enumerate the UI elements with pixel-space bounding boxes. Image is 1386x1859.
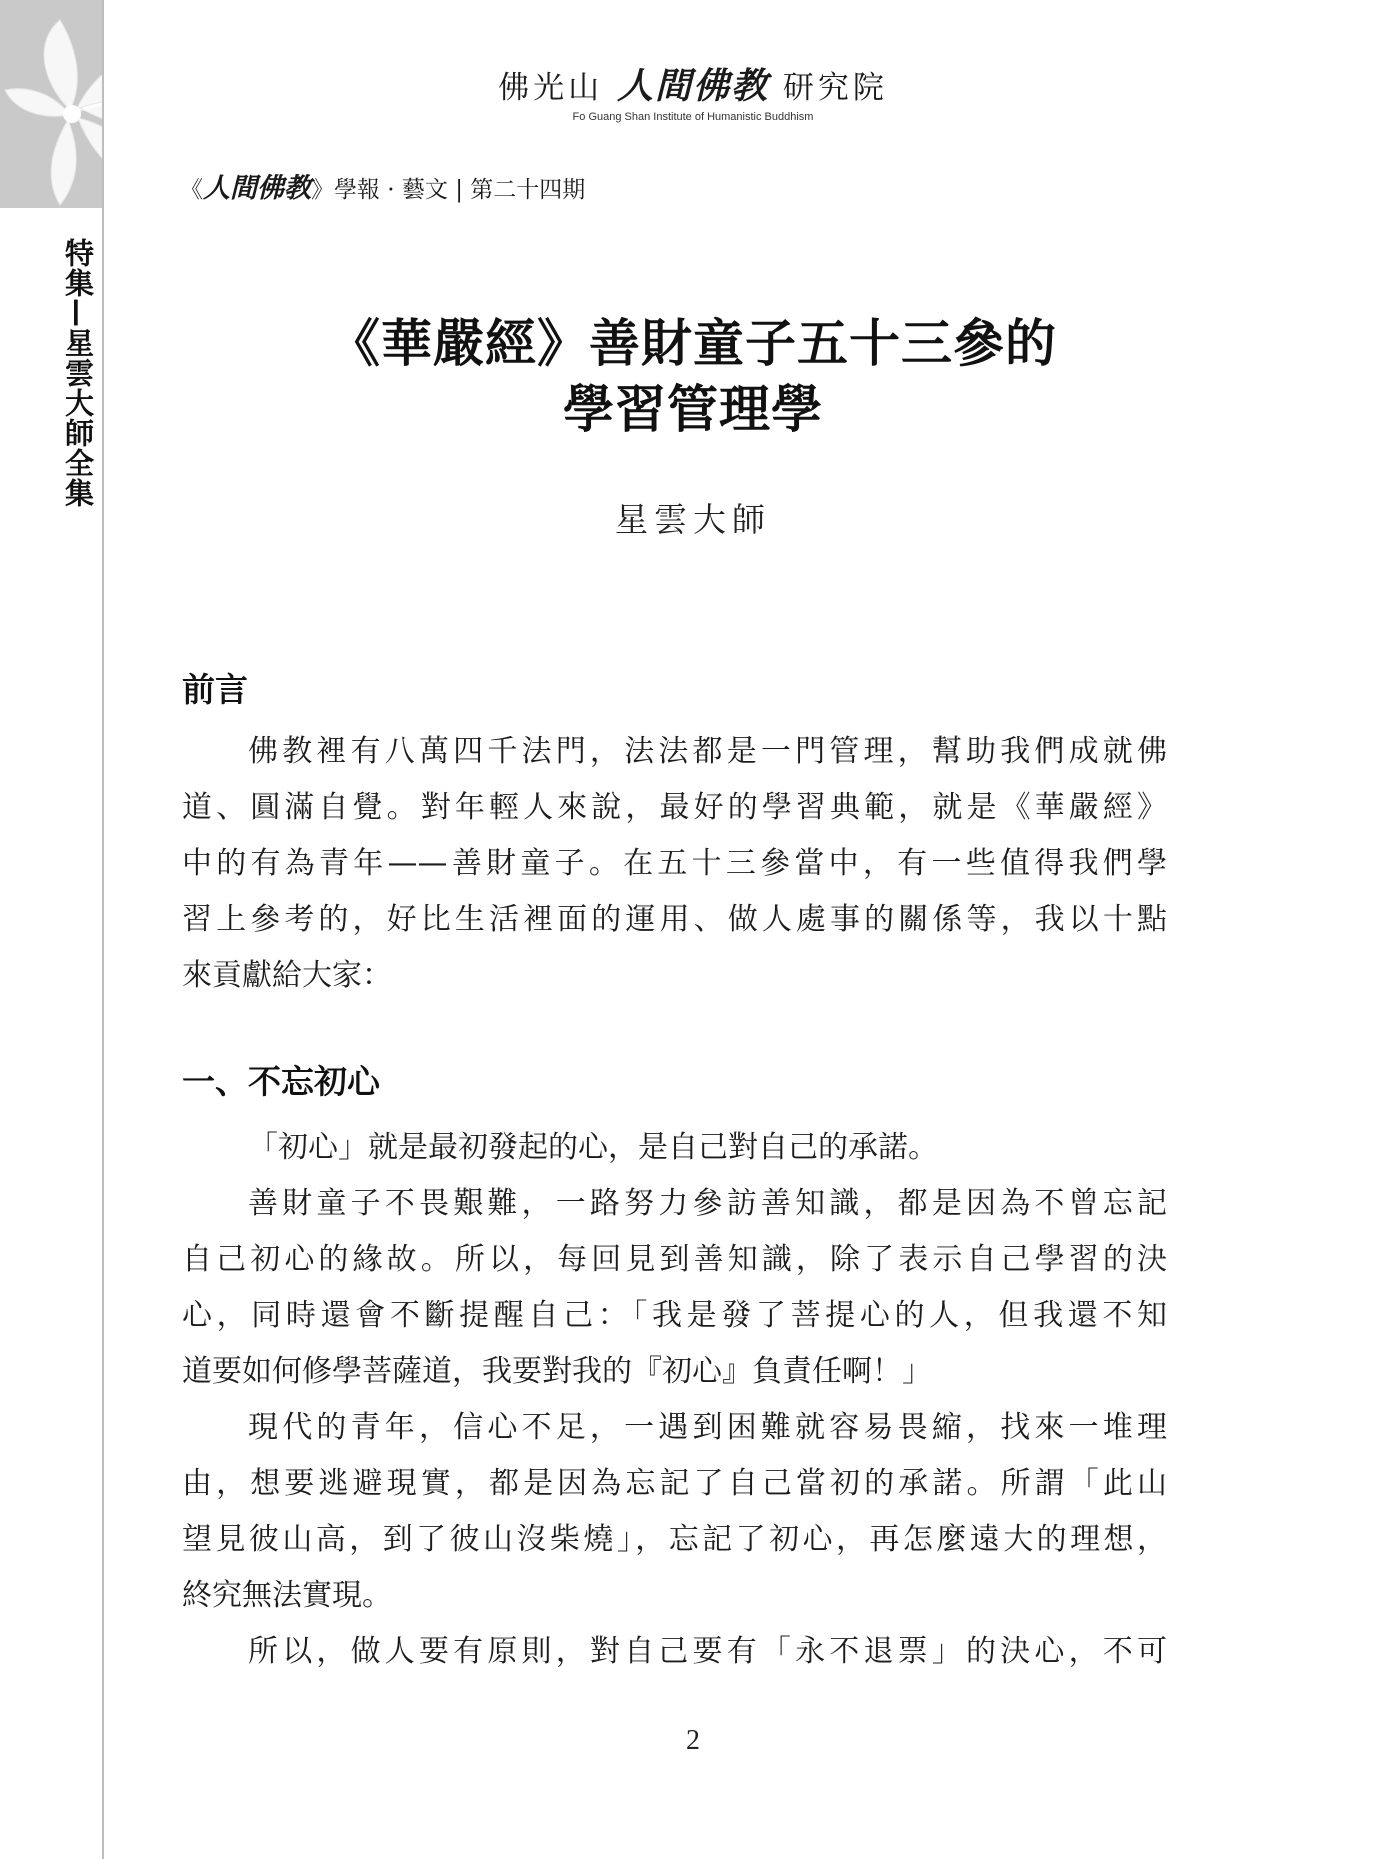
side-strip bbox=[0, 0, 104, 1859]
section-one-body bbox=[182, 1120, 1167, 1680]
text-line: 道要如何修學菩薩道，我要對我的『初心』負責任啊！」 bbox=[182, 1354, 932, 1389]
text-line: 所以，做人要有原則，對自己要有「永不退票」的決心，不可 bbox=[248, 1634, 1167, 1669]
text-line: 佛教裡有八萬四千法門，法法都是一門管理，幫助我們成就佛 bbox=[248, 734, 1167, 769]
journal-header bbox=[180, 166, 585, 205]
institute-prefix: 佛光山 bbox=[498, 70, 604, 106]
text-line: 道、圓滿自覺。對年輕人來說，最好的學習典範，就是《華嚴經》 bbox=[182, 790, 1167, 825]
journal-brand: 人間佛教 bbox=[203, 173, 311, 204]
institute-brand-logo: 人間佛教 bbox=[616, 66, 769, 107]
text-line: 現代的青年，信心不足，一遇到困難就容易畏縮，找來一堆理 bbox=[248, 1410, 1167, 1445]
text-line: 「初心」就是最初發起的心，是自己對自己的承諾。 bbox=[248, 1130, 938, 1165]
text-line: 習上參考的，好比生活裡面的運用、做人處事的關係等，我以十點 bbox=[182, 902, 1167, 937]
article-title-line1: 《華嚴經》善財童子五十三參的 bbox=[328, 315, 1057, 374]
text-line: 來貢獻給大家： bbox=[182, 958, 392, 993]
article-title-line2: 學習管理學 bbox=[562, 381, 823, 440]
page-number: 2 bbox=[686, 1725, 700, 1756]
text-line: 善財童子不畏艱難，一路努力參訪善知識，都是因為不曾忘記 bbox=[248, 1186, 1167, 1221]
vertical-section-title: 特集—星雲大師全集 bbox=[61, 238, 95, 508]
section-heading-intro: 前言 bbox=[182, 670, 248, 709]
text-line: 望見彼山高，到了彼山沒柴燒」，忘記了初心，再怎麼遠大的理想， bbox=[182, 1522, 1167, 1557]
institute-english-name: Fo Guang Shan Institute of Humanistic Buddhism bbox=[572, 111, 814, 123]
text-line: 終究無法實現。 bbox=[182, 1578, 392, 1613]
institute-suffix: 研究院 bbox=[782, 70, 888, 106]
text-line: 心，同時還會不斷提醒自己：「我是發了菩提心的人，但我還不知 bbox=[182, 1298, 1167, 1333]
journal-rest: 》學報 · 藝文 | 第二十四期 bbox=[311, 177, 586, 203]
section-heading-one: 一、不忘初心 bbox=[182, 1062, 380, 1101]
institute-name bbox=[0, 58, 1386, 109]
journal-open: 《 bbox=[180, 177, 203, 203]
article-author: 星雲大師 bbox=[615, 500, 771, 539]
text-line: 自己初心的緣故。所以，每回見到善知識，除了表示自己學習的決 bbox=[182, 1242, 1167, 1277]
intro-paragraph bbox=[182, 724, 1167, 1004]
text-line: 中的有為青年——善財童子。在五十三參當中，有一些值得我們學 bbox=[182, 846, 1167, 881]
text-line: 由，想要逃避現實，都是因為忘記了自己當初的承諾。所謂「此山 bbox=[182, 1466, 1167, 1501]
